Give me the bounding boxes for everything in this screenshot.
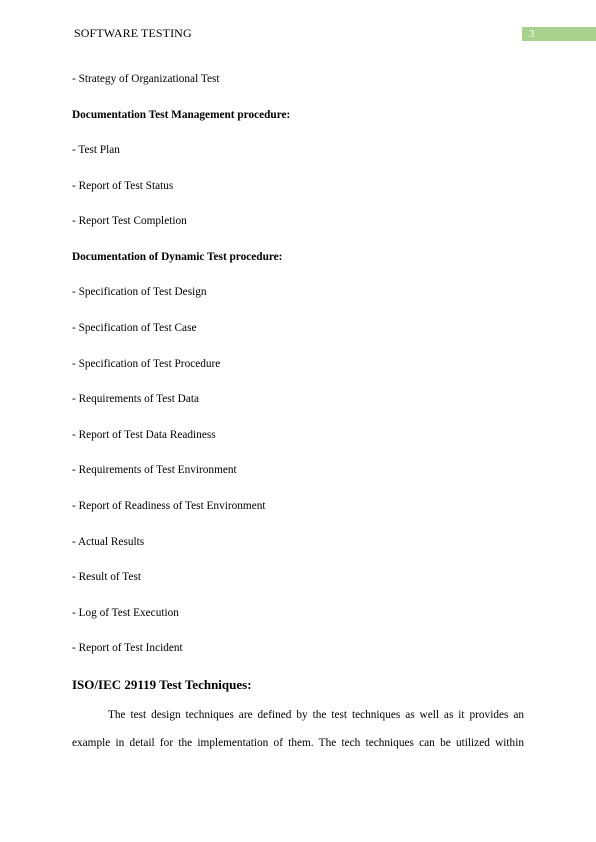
list-item: - Strategy of Organizational Test	[72, 73, 220, 85]
list-item: - Report of Test Incident	[72, 642, 183, 654]
list-item: - Test Plan	[72, 144, 120, 156]
subheading-dynamic-test: Documentation of Dynamic Test procedure:	[72, 251, 283, 263]
list-item: - Log of Test Execution	[72, 607, 179, 619]
list-item: - Report of Readiness of Test Environment	[72, 500, 266, 512]
list-item: - Report of Test Data Readiness	[72, 429, 216, 441]
list-item: - Result of Test	[72, 571, 141, 583]
list-item: - Specification of Test Case	[72, 322, 197, 334]
list-item: - Actual Results	[72, 536, 145, 548]
paragraph-line: The test design techniques are defined by the test techniques as well as it provides an	[108, 709, 524, 721]
paragraph-line: example in detail for the implementation of them. The tech techniques can be utilized within	[72, 737, 524, 749]
subheading-test-management: Documentation Test Management procedure:	[72, 109, 291, 121]
list-item: - Requirements of Test Environment	[72, 464, 237, 476]
running-header-title: SOFTWARE TESTING	[74, 26, 192, 40]
list-item: - Report Test Completion	[72, 215, 187, 227]
list-item: - Report of Test Status	[72, 180, 174, 192]
section-heading: ISO/IEC 29119 Test Techniques:	[72, 677, 252, 692]
page-number: 3	[529, 28, 535, 40]
page-number-badge	[522, 27, 596, 41]
list-item: - Specification of Test Procedure	[72, 358, 221, 370]
list-item: - Specification of Test Design	[72, 286, 207, 298]
list-item: - Requirements of Test Data	[72, 393, 199, 405]
